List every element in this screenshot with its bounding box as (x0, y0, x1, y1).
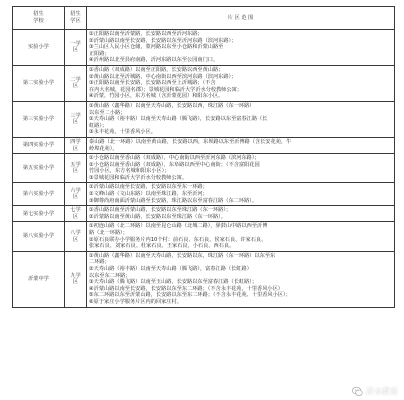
zone-scope (87, 65, 395, 101)
school-name: 第六实验小学 (13, 183, 65, 206)
table-header-row (13, 7, 395, 30)
scope-line: ④沂蒙，竹园小区，东方名城（含沂蒙花园）和阳东小区。 (89, 93, 224, 100)
scope-line: ①沂蒙山路以南至长安路，长安路以东至东一环路； (89, 184, 208, 191)
scope-line: ①香山路以南至沂蒙山路，长安路以东至珠江路（东一环路）； (89, 207, 232, 214)
scope-line: ②文峰山路（文山东路）以南至珠江路，东至沂河； (89, 191, 208, 198)
table-row (13, 206, 395, 222)
district-name: 六学 区 (65, 183, 87, 206)
scope-line: ①黄山路（鑫华路）以南至天寿山路，长安路以西，珠江路（东一环路） (89, 102, 255, 109)
scope-line: ④沂蒙山路以南至长安路，长安路以东至东二环路；（不含永丰花苑，十里香风小区） (89, 285, 283, 292)
scope-line: ①正阳路以南至沂蒙路，长安路以西至沂河东路； (89, 31, 203, 37)
header-school: 招生 学校 (13, 7, 65, 30)
zone-scope (87, 137, 395, 153)
table-row (13, 183, 395, 206)
table-row (13, 137, 395, 153)
scope-line: ③永丰花苑、十里香风小区。 (89, 129, 156, 136)
school-name: 第二实验小学 (13, 65, 65, 101)
school-name: 第七实验小学 (13, 206, 65, 222)
zone-scope (87, 30, 395, 66)
wechat-bubble-icon (352, 386, 363, 397)
table-body (13, 30, 395, 308)
scope-line: ⑤东二环路以东至沂蒙山路，长安路以东至东二环路；（不含永丰花苑、十里香风小区）； (89, 292, 291, 299)
scope-line: 以东至二小路； (89, 109, 126, 116)
school-name: 第三实验小学 (13, 101, 65, 137)
scope-line: 路（北一环路）； (89, 230, 128, 237)
scope-line: ②原石良联办小学服务片内10个村：前石良、东石良、侯家石良、许家石良、 (89, 236, 267, 243)
scope-line: ④沂州路以北至县府南路，沂河东路以东至公园南门口。 (89, 57, 219, 64)
scope-line: ③景城花园和临沂大学沂水分校教师公寓。 (89, 174, 188, 181)
zone-scope (87, 251, 395, 307)
school-name: 实验小学 (13, 30, 65, 66)
school-name: 沂蒙中学 (13, 251, 65, 307)
zone-scope (87, 222, 395, 251)
scope-line: 竹园小区，东方名城和阳东小区）； (89, 168, 170, 175)
table-row (13, 251, 395, 307)
scope-line: ③御尊尚府南面沂蒙山路至长安路，珠江路以东至富春江路（东二环路）。 (89, 197, 258, 204)
scope-line: ③正阳路以南至长安路，长安路以西至上沂城路；（不含 (89, 80, 216, 87)
district-name: 一学 区 (65, 30, 87, 66)
zone-scope (87, 183, 395, 206)
header-scope: 片 区 范 围 (87, 7, 395, 30)
school-name: 第五实验小学 (13, 154, 65, 183)
table-row (13, 101, 395, 137)
table-row (13, 65, 395, 101)
watermark-text: 沂水教育 (366, 387, 398, 396)
scope-line: 泰山路（北一环路）以南至黄山路，长安路以西，东坝路以东至沂博路（含长安花苑，牛 (89, 138, 292, 145)
scope-line: 虹路）； (89, 122, 108, 129)
district-name: 九学 区 (65, 251, 87, 307)
table-row (13, 222, 395, 251)
zone-scope (87, 101, 395, 137)
scope-line: 二环路； (89, 259, 110, 266)
zone-scope (87, 154, 395, 183)
table-row (13, 30, 395, 66)
scope-line: 以东至东二环路； (89, 272, 131, 279)
watermark (352, 386, 398, 397)
district-name: 四学 区 (65, 137, 87, 153)
table-row (13, 154, 395, 183)
school-zone-table (12, 6, 395, 308)
scope-line: 在内大名城，花园名郡）；景城花园和临沂大学沂水分校教师公寓； (89, 86, 243, 93)
scope-line: 正阳路； (89, 50, 110, 57)
district-name: 七学 区 (65, 206, 87, 222)
district-name: 五学 区 (65, 154, 87, 183)
school-name: 第四实验小学 (13, 137, 65, 153)
scope-line: 岭埠花苑）。 (89, 145, 118, 152)
scope-line: ②黄山路以北至沂城路，中心南街以西至滨河东路（滨河东路）； (89, 73, 237, 80)
zone-scope (87, 206, 395, 222)
header-district: 招生 学区 (65, 7, 87, 30)
scope-line: ②沂蒙山路以南至长安路，长安路以东至沂河东路（滨河东路）； (89, 37, 237, 44)
scope-line: ③兰山区人民小区仓储，蒙河路以东至小仓路和沂蒙山路至 (89, 44, 224, 51)
scope-line: ①香山路（双成路）以南至正阳路，长安路以西至黄山路； (89, 66, 224, 73)
school-name: 第八实验小学 (13, 222, 65, 251)
district-name: 八学 区 (65, 222, 87, 251)
scope-line: ②天寿山路（裕丰路）以南至天寿山路（腾飞路），长安路以东至富春江路（长 (89, 116, 268, 123)
scope-line: ⑥原于家庄小学服务片区内的回家庄村。 (89, 298, 182, 305)
scope-line: ②天寿山路（裕丰路）以南至天寿山路（腾飞路），富春江路（长虹路） (89, 266, 252, 272)
scope-line: 张家石良、刘家石良、杜家石良、王家石良、小石良、西石良。 (89, 243, 235, 250)
district-name: 二学 区 (65, 65, 87, 101)
scope-line: ①初连山路（北二环路）以南至昆仑山路（北城二路），驿鼓山中路以西至沂博 (89, 223, 268, 230)
scope-line: ①小仓路以南至香山路（双成路），中心南街以西至沂河东路（滨河东路）； (89, 155, 260, 162)
scope-line: ③天寿山路（腾飞路）以南至玉山路，长安路以东至富春江路（长虹路）； (89, 279, 258, 286)
scope-line: ①黄山路（鑫华路）以南至天寿山路，长安路以东，珠江路（东一环路）以东至东 (89, 252, 276, 259)
district-name: 三学 区 (65, 101, 87, 137)
scope-line: ②小仓路以南至香山路（双成路），东阜路以西至中心南街；（不含富阳花园 (89, 161, 260, 168)
scope-line: ②沂蒙路以南至黄山路，长安路以东至珠江路（东一环路）。 (89, 213, 226, 220)
